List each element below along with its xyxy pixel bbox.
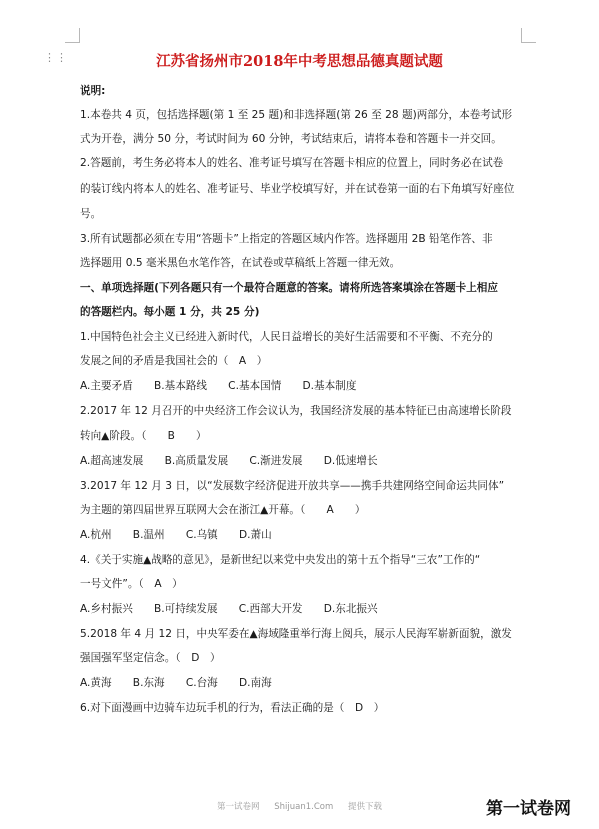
body-line: 一、单项选择题(下列各题只有一个最符合题意的答案。请将所选答案填涂在答题卡上相应 <box>80 282 498 294</box>
body-line: 式为开卷，满分 50 分，考试时间为 60 分钟，考试结束后，请将本卷和答题卡一并交回。 <box>80 133 502 145</box>
page-title: 江苏省扬州市2018年中考思想品德真题试题 <box>156 53 443 70</box>
watermark-logo: 第一试卷网 <box>486 799 571 819</box>
body-line: A.超高速发展 B.高质量发展 C.渐进发展 D.低速增长 <box>80 455 378 467</box>
body-line: 一号文件”。（ A ） <box>80 578 183 590</box>
body-line: A.主要矛盾 B.基本路线 C.基本国情 D.基本制度 <box>80 380 357 392</box>
body-line: 3.所有试题都必须在专用“答题卡”上指定的答题区域内作答。选择题用 2B 铅笔作答、非 <box>80 233 493 245</box>
body-line: 号。 <box>80 208 102 220</box>
footer-site-url: Shijuan1.Com <box>274 802 334 812</box>
crop-mark-top-right <box>521 28 536 43</box>
body-line: 4.《关于实施▲战略的意见》，是新世纪以来党中央发出的第十五个指导“三农”工作的“ <box>80 554 481 566</box>
body-line: 说明: <box>80 85 106 97</box>
body-line: 6.对下面漫画中边骑车边玩手机的行为，看法正确的是（ D ） <box>80 702 385 714</box>
body-line: 强国强军坚定信念。（ D ） <box>80 652 221 664</box>
footer-site-name: 第一试卷网 <box>217 802 260 812</box>
body-line: A.杭州 B.温州 C.乌镇 D.萧山 <box>80 529 272 541</box>
body-line: A.乡村振兴 B.可持续发展 C.西部大开发 D.东北振兴 <box>80 603 378 615</box>
footer-download-text: 提供下载 <box>347 802 382 812</box>
body-line: 发展之间的矛盾是我国社会的（ A ） <box>80 355 268 367</box>
body-line: 1.本卷共 4 页，包括选择题(第 1 至 25 题)和非选择题(第 26 至 28 题)两部分，本卷考试形 <box>80 109 513 121</box>
body-line: 1.中国特色社会主义已经进入新时代，人民日益增长的美好生活需要和不平衡、不充分的 <box>80 331 493 343</box>
body-line: 为主题的第四届世界互联网大会在浙江▲开幕。（ A ） <box>80 504 366 516</box>
body-line: 转向▲阶段。（ B ） <box>80 430 207 442</box>
body-line: 选择题用 0.5 毫米黑色水笔作答，在试卷或草稿纸上答题一律无效。 <box>80 257 401 269</box>
body-line: 2.答题前，考生务必将本人的姓名、准考证号填写在答题卡相应的位置上，同时务必在试卷 <box>80 157 504 169</box>
drag-handle-icon[interactable]: ⋮⋮ <box>44 51 68 64</box>
crop-mark-top-left <box>65 28 80 43</box>
body-line: 3.2017 年 12 月 3 日，以“发展数字经济促进开放共享——携手共建网络空间命运共同体” <box>80 480 505 492</box>
body-line: 2.2017 年 12 月召开的中央经济工作会议认为，我国经济发展的基本特征已由高速增长阶段 <box>80 405 512 417</box>
body-line: 的答题栏内。每小题 1 分，共 25 分) <box>80 306 260 318</box>
body-line: A.黄海 B.东海 C.台海 D.南海 <box>80 677 272 689</box>
body-line: 5.2018 年 4 月 12 日，中央军委在▲海域隆重举行海上阅兵，展示人民海军崭新面貌，激发 <box>80 628 512 640</box>
body-line: 的装订线内将本人的姓名、准考证号、毕业学校填写好，并在试卷第一面的右下角填写好座位 <box>80 183 515 195</box>
